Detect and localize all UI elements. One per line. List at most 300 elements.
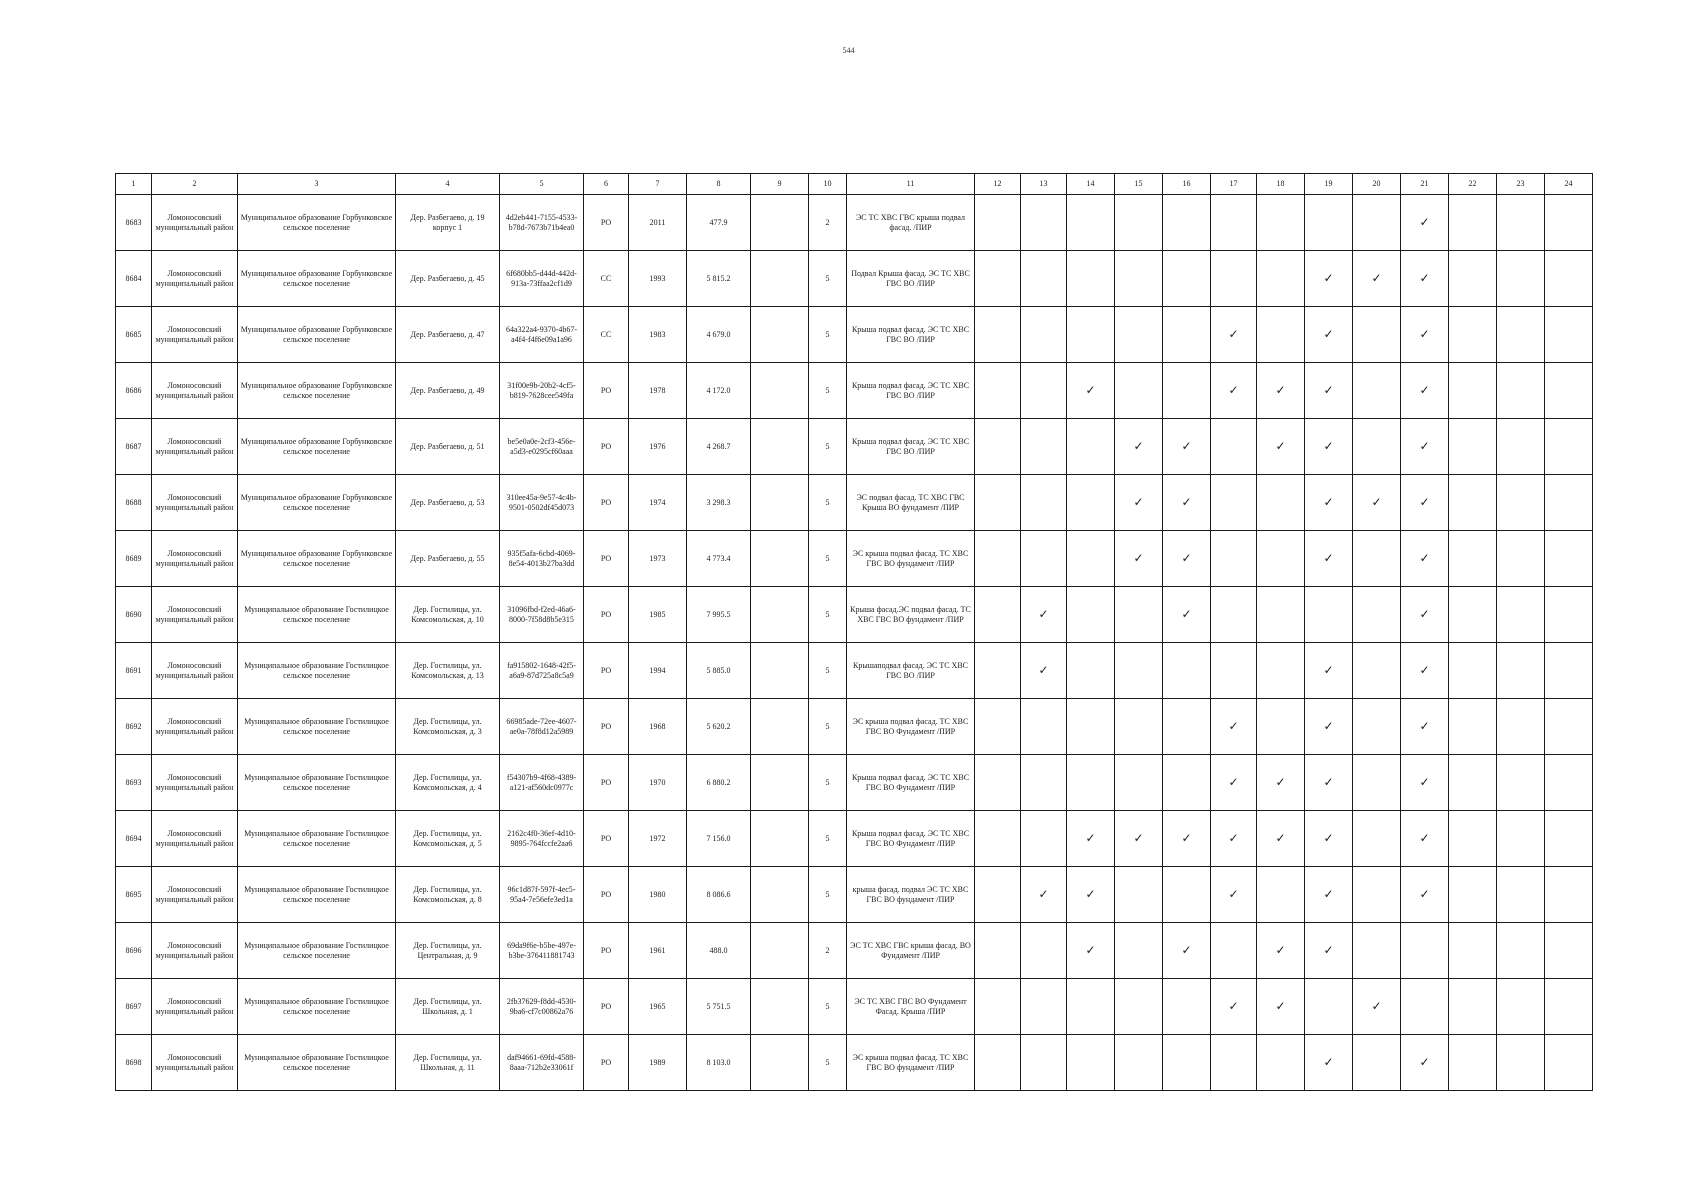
area-cell: 5 751.5 <box>687 979 751 1035</box>
check-cell-col-14 <box>1067 923 1115 979</box>
area-cell: 6 880.2 <box>687 755 751 811</box>
check-cell-col-19 <box>1305 923 1353 979</box>
municipality-cell: Муниципальное образование Горбунковское сельское поселение <box>238 419 396 475</box>
check-cell-col-16 <box>1163 195 1211 251</box>
checkmark-icon: ✓ <box>1419 383 1430 397</box>
column-header: 17 <box>1211 174 1257 195</box>
district-cell: Ломоносовский муниципальный район <box>152 363 238 419</box>
column-9-cell <box>751 811 809 867</box>
address-cell: Дер. Гостилицы, ул. Школьная, д. 11 <box>396 1035 500 1091</box>
check-cell-col-13 <box>1021 419 1067 475</box>
check-cell-col-20 <box>1353 755 1401 811</box>
table-row <box>116 475 1593 531</box>
check-cell-col-16 <box>1163 363 1211 419</box>
check-cell-col-21 <box>1401 867 1449 923</box>
guid-cell: daf94661-69fd-4588-8aaa-712b2e33061f <box>500 1035 584 1091</box>
address-cell: Дер. Разбегаево, д. 49 <box>396 363 500 419</box>
floors-cell: 5 <box>809 307 847 363</box>
check-cell-col-13 <box>1021 979 1067 1035</box>
check-cell-col-18 <box>1257 419 1305 475</box>
works-cell: ЭС крыша подвал фасад. ТС ХВС ГВС ВО фундамент /ПИР <box>847 1035 975 1091</box>
checkmark-icon: ✓ <box>1323 1055 1334 1069</box>
municipality-cell: Муниципальное образование Гостилицкое сельское поселение <box>238 587 396 643</box>
year-cell: 1968 <box>629 699 687 755</box>
column-header: 12 <box>975 174 1021 195</box>
row-number-cell: 8683 <box>116 195 152 251</box>
table-row <box>116 699 1593 755</box>
checkmark-icon: ✓ <box>1419 327 1430 341</box>
checkmark-icon: ✓ <box>1323 887 1334 901</box>
floors-cell: 5 <box>809 811 847 867</box>
floors-cell: 5 <box>809 755 847 811</box>
column-header: 20 <box>1353 174 1401 195</box>
check-cell-col-13 <box>1021 475 1067 531</box>
type-cell: СС <box>584 251 629 307</box>
checkmark-icon: ✓ <box>1419 551 1430 565</box>
address-cell: Дер. Гостилицы, ул. Комсомольская, д. 13 <box>396 643 500 699</box>
district-cell: Ломоносовский муниципальный район <box>152 923 238 979</box>
address-cell: Дер. Разбегаево, д. 55 <box>396 531 500 587</box>
check-cell-col-17 <box>1211 587 1257 643</box>
check-cell-col-13 <box>1021 363 1067 419</box>
guid-cell: be5e0a0e-2cf3-456e-a5d3-e0295cf60aaa <box>500 419 584 475</box>
check-cell-col-16 <box>1163 419 1211 475</box>
table-row <box>116 755 1593 811</box>
check-cell-col-12 <box>975 923 1021 979</box>
check-cell-col-13 <box>1021 867 1067 923</box>
check-cell-col-17 <box>1211 475 1257 531</box>
table-row <box>116 811 1593 867</box>
area-cell: 7 995.5 <box>687 587 751 643</box>
type-cell: РО <box>584 1035 629 1091</box>
guid-cell: 64a322a4-9370-4b67-a4f4-f4f6e09a1a96 <box>500 307 584 363</box>
checkmark-icon: ✓ <box>1419 1055 1430 1069</box>
header-row <box>116 174 1593 195</box>
area-cell: 477.9 <box>687 195 751 251</box>
check-cell-col-18 <box>1257 587 1305 643</box>
check-cell-col-23 <box>1497 587 1545 643</box>
check-cell-col-17 <box>1211 755 1257 811</box>
check-cell-col-15 <box>1115 811 1163 867</box>
works-cell: Крыша подвал фасад. ЭС ТС ХВС ГВС ВО Фундамент /ПИР <box>847 811 975 867</box>
checkmark-icon: ✓ <box>1419 719 1430 733</box>
column-header: 18 <box>1257 174 1305 195</box>
floors-cell: 2 <box>809 923 847 979</box>
works-cell: ЭС крыша подвал фасад. ТС ХВС ГВС ВО фундамент /ПИР <box>847 531 975 587</box>
works-cell: Крыша подвал фасад. ЭС ТС ХВС ГВС ВО /ПИР <box>847 307 975 363</box>
column-header: 10 <box>809 174 847 195</box>
check-cell-col-17 <box>1211 531 1257 587</box>
checkmark-icon: ✓ <box>1085 383 1096 397</box>
check-cell-col-21 <box>1401 699 1449 755</box>
checkmark-icon: ✓ <box>1323 551 1334 565</box>
check-cell-col-19 <box>1305 587 1353 643</box>
column-9-cell <box>751 195 809 251</box>
works-cell: ЭС ТС ХВС ГВС крыша подвал фасад. /ПИР <box>847 195 975 251</box>
check-cell-col-20 <box>1353 979 1401 1035</box>
check-cell-col-24 <box>1545 419 1593 475</box>
guid-cell: 69da9f6e-b5be-497e-b3be-376411881743 <box>500 923 584 979</box>
check-cell-col-22 <box>1449 251 1497 307</box>
page-number: 544 <box>842 46 855 55</box>
column-header: 2 <box>152 174 238 195</box>
check-cell-col-14 <box>1067 587 1115 643</box>
checkmark-icon: ✓ <box>1228 327 1239 341</box>
check-cell-col-12 <box>975 867 1021 923</box>
year-cell: 1980 <box>629 867 687 923</box>
check-cell-col-24 <box>1545 587 1593 643</box>
guid-cell: 4d2eb441-7155-4533-b78d-7673b71b4ea0 <box>500 195 584 251</box>
column-9-cell <box>751 475 809 531</box>
year-cell: 1985 <box>629 587 687 643</box>
check-cell-col-24 <box>1545 363 1593 419</box>
municipality-cell: Муниципальное образование Горбунковское сельское поселение <box>238 531 396 587</box>
column-header: 5 <box>500 174 584 195</box>
row-number-cell: 8692 <box>116 699 152 755</box>
row-number-cell: 8691 <box>116 643 152 699</box>
type-cell: РО <box>584 699 629 755</box>
check-cell-col-12 <box>975 195 1021 251</box>
check-cell-col-17 <box>1211 419 1257 475</box>
check-cell-col-15 <box>1115 643 1163 699</box>
year-cell: 1961 <box>629 923 687 979</box>
check-cell-col-20 <box>1353 475 1401 531</box>
check-cell-col-24 <box>1545 811 1593 867</box>
check-cell-col-14 <box>1067 307 1115 363</box>
type-cell: РО <box>584 979 629 1035</box>
row-number-cell: 8688 <box>116 475 152 531</box>
address-cell: Дер. Разбегаево, д. 51 <box>396 419 500 475</box>
check-cell-col-23 <box>1497 643 1545 699</box>
check-cell-col-20 <box>1353 363 1401 419</box>
check-cell-col-21 <box>1401 811 1449 867</box>
column-9-cell <box>751 307 809 363</box>
type-cell: РО <box>584 419 629 475</box>
check-cell-col-24 <box>1545 643 1593 699</box>
column-header: 19 <box>1305 174 1353 195</box>
check-cell-col-15 <box>1115 867 1163 923</box>
column-header: 14 <box>1067 174 1115 195</box>
checkmark-icon: ✓ <box>1038 887 1049 901</box>
check-cell-col-23 <box>1497 1035 1545 1091</box>
checkmark-icon: ✓ <box>1275 439 1286 453</box>
type-cell: СС <box>584 307 629 363</box>
year-cell: 1976 <box>629 419 687 475</box>
area-cell: 4 268.7 <box>687 419 751 475</box>
check-cell-col-12 <box>975 531 1021 587</box>
check-cell-col-19 <box>1305 307 1353 363</box>
check-cell-col-19 <box>1305 251 1353 307</box>
check-cell-col-24 <box>1545 531 1593 587</box>
column-9-cell <box>751 363 809 419</box>
type-cell: РО <box>584 363 629 419</box>
guid-cell: 66985ade-72ee-4607-ae0a-78f8d12a5989 <box>500 699 584 755</box>
check-cell-col-20 <box>1353 251 1401 307</box>
checkmark-icon: ✓ <box>1085 943 1096 957</box>
row-number-cell: 8689 <box>116 531 152 587</box>
column-header: 6 <box>584 174 629 195</box>
column-header: 16 <box>1163 174 1211 195</box>
check-cell-col-14 <box>1067 363 1115 419</box>
check-cell-col-24 <box>1545 475 1593 531</box>
table-row <box>116 419 1593 475</box>
check-cell-col-22 <box>1449 307 1497 363</box>
area-cell: 5 815.2 <box>687 251 751 307</box>
guid-cell: 935f5afa-6cbd-4069-8e54-4013b27ba3dd <box>500 531 584 587</box>
checkmark-icon: ✓ <box>1419 663 1430 677</box>
row-number-cell: 8693 <box>116 755 152 811</box>
check-cell-col-23 <box>1497 419 1545 475</box>
checkmark-icon: ✓ <box>1038 607 1049 621</box>
check-cell-col-15 <box>1115 531 1163 587</box>
check-cell-col-22 <box>1449 643 1497 699</box>
type-cell: РО <box>584 587 629 643</box>
table-row <box>116 923 1593 979</box>
check-cell-col-20 <box>1353 699 1401 755</box>
check-cell-col-20 <box>1353 643 1401 699</box>
check-cell-col-22 <box>1449 531 1497 587</box>
table-row <box>116 867 1593 923</box>
municipality-cell: Муниципальное образование Гостилицкое сельское поселение <box>238 867 396 923</box>
floors-cell: 5 <box>809 643 847 699</box>
check-cell-col-20 <box>1353 1035 1401 1091</box>
check-cell-col-12 <box>975 363 1021 419</box>
column-header: 4 <box>396 174 500 195</box>
checkmark-icon: ✓ <box>1133 831 1144 845</box>
checkmark-icon: ✓ <box>1181 943 1192 957</box>
check-cell-col-16 <box>1163 475 1211 531</box>
check-cell-col-24 <box>1545 195 1593 251</box>
check-cell-col-19 <box>1305 755 1353 811</box>
column-header: 9 <box>751 174 809 195</box>
floors-cell: 5 <box>809 475 847 531</box>
check-cell-col-22 <box>1449 923 1497 979</box>
check-cell-col-22 <box>1449 979 1497 1035</box>
checkmark-icon: ✓ <box>1133 551 1144 565</box>
guid-cell: 6f680bb5-d44d-442d-913a-73ffaa2cf1d9 <box>500 251 584 307</box>
checkmark-icon: ✓ <box>1419 887 1430 901</box>
column-header: 7 <box>629 174 687 195</box>
check-cell-col-20 <box>1353 867 1401 923</box>
check-cell-col-14 <box>1067 251 1115 307</box>
checkmark-icon: ✓ <box>1181 831 1192 845</box>
check-cell-col-23 <box>1497 531 1545 587</box>
check-cell-col-20 <box>1353 195 1401 251</box>
column-9-cell <box>751 251 809 307</box>
district-cell: Ломоносовский муниципальный район <box>152 195 238 251</box>
year-cell: 1972 <box>629 811 687 867</box>
check-cell-col-20 <box>1353 531 1401 587</box>
check-cell-col-18 <box>1257 531 1305 587</box>
column-header: 1 <box>116 174 152 195</box>
checkmark-icon: ✓ <box>1181 495 1192 509</box>
address-cell: Дер. Гостилицы, ул. Школьная, д. 1 <box>396 979 500 1035</box>
municipality-cell: Муниципальное образование Горбунковское сельское поселение <box>238 363 396 419</box>
year-cell: 1974 <box>629 475 687 531</box>
check-cell-col-21 <box>1401 363 1449 419</box>
check-cell-col-13 <box>1021 755 1067 811</box>
checkmark-icon: ✓ <box>1323 663 1334 677</box>
check-cell-col-23 <box>1497 363 1545 419</box>
check-cell-col-17 <box>1211 363 1257 419</box>
works-cell: Крыша подвал фасад. ЭС ТС ХВС ГВС ВО /ПИР <box>847 419 975 475</box>
area-cell: 3 298.3 <box>687 475 751 531</box>
column-header: 11 <box>847 174 975 195</box>
check-cell-col-21 <box>1401 251 1449 307</box>
floors-cell: 2 <box>809 195 847 251</box>
check-cell-col-21 <box>1401 195 1449 251</box>
table-row <box>116 643 1593 699</box>
type-cell: РО <box>584 475 629 531</box>
check-cell-col-15 <box>1115 195 1163 251</box>
table-row <box>116 195 1593 251</box>
check-cell-col-18 <box>1257 475 1305 531</box>
address-cell: Дер. Гостилицы, ул. Комсомольская, д. 3 <box>396 699 500 755</box>
check-cell-col-23 <box>1497 699 1545 755</box>
check-cell-col-19 <box>1305 643 1353 699</box>
floors-cell: 5 <box>809 587 847 643</box>
year-cell: 1978 <box>629 363 687 419</box>
check-cell-col-24 <box>1545 699 1593 755</box>
check-cell-col-19 <box>1305 1035 1353 1091</box>
check-cell-col-12 <box>975 475 1021 531</box>
district-cell: Ломоносовский муниципальный район <box>152 755 238 811</box>
check-cell-col-22 <box>1449 195 1497 251</box>
checkmark-icon: ✓ <box>1228 887 1239 901</box>
check-cell-col-16 <box>1163 755 1211 811</box>
check-cell-col-17 <box>1211 923 1257 979</box>
check-cell-col-22 <box>1449 587 1497 643</box>
municipality-cell: Муниципальное образование Гостилицкое сельское поселение <box>238 699 396 755</box>
column-header: 21 <box>1401 174 1449 195</box>
check-cell-col-17 <box>1211 699 1257 755</box>
checkmark-icon: ✓ <box>1085 831 1096 845</box>
column-9-cell <box>751 923 809 979</box>
checkmark-icon: ✓ <box>1323 327 1334 341</box>
year-cell: 1965 <box>629 979 687 1035</box>
check-cell-col-13 <box>1021 923 1067 979</box>
checkmark-icon: ✓ <box>1181 607 1192 621</box>
check-cell-col-22 <box>1449 1035 1497 1091</box>
check-cell-col-12 <box>975 755 1021 811</box>
district-cell: Ломоносовский муниципальный район <box>152 643 238 699</box>
address-cell: Дер. Разбегаево, д. 47 <box>396 307 500 363</box>
works-cell: Крыша фасад.ЭС подвал фасад. ТС ХВС ГВС ВО фундамент /ПИР <box>847 587 975 643</box>
check-cell-col-17 <box>1211 1035 1257 1091</box>
checkmark-icon: ✓ <box>1323 383 1334 397</box>
area-cell: 8 086.6 <box>687 867 751 923</box>
check-cell-col-18 <box>1257 1035 1305 1091</box>
checkmark-icon: ✓ <box>1228 775 1239 789</box>
table-row <box>116 979 1593 1035</box>
column-header: 3 <box>238 174 396 195</box>
works-cell: ЭС ТС ХВС ГВС ВО Фундамент Фасад. Крыша /ПИР <box>847 979 975 1035</box>
checkmark-icon: ✓ <box>1275 775 1286 789</box>
table-row <box>116 363 1593 419</box>
type-cell: РО <box>584 531 629 587</box>
column-header: 8 <box>687 174 751 195</box>
check-cell-col-17 <box>1211 643 1257 699</box>
guid-cell: 96c1d87f-597f-4ec5-95a4-7e56efe3ed1a <box>500 867 584 923</box>
checkmark-icon: ✓ <box>1371 999 1382 1013</box>
area-cell: 488.0 <box>687 923 751 979</box>
check-cell-col-23 <box>1497 867 1545 923</box>
check-cell-col-18 <box>1257 643 1305 699</box>
check-cell-col-18 <box>1257 363 1305 419</box>
checkmark-icon: ✓ <box>1323 495 1334 509</box>
check-cell-col-19 <box>1305 419 1353 475</box>
check-cell-col-16 <box>1163 979 1211 1035</box>
check-cell-col-23 <box>1497 811 1545 867</box>
check-cell-col-12 <box>975 307 1021 363</box>
check-cell-col-19 <box>1305 531 1353 587</box>
checkmark-icon: ✓ <box>1419 831 1430 845</box>
checkmark-icon: ✓ <box>1323 943 1334 957</box>
district-cell: Ломоносовский муниципальный район <box>152 251 238 307</box>
check-cell-col-15 <box>1115 755 1163 811</box>
check-cell-col-18 <box>1257 251 1305 307</box>
type-cell: РО <box>584 195 629 251</box>
year-cell: 1993 <box>629 251 687 307</box>
check-cell-col-13 <box>1021 531 1067 587</box>
check-cell-col-16 <box>1163 643 1211 699</box>
district-cell: Ломоносовский муниципальный район <box>152 979 238 1035</box>
check-cell-col-18 <box>1257 979 1305 1035</box>
checkmark-icon: ✓ <box>1085 887 1096 901</box>
check-cell-col-15 <box>1115 587 1163 643</box>
works-cell: Крыша подвал фасад. ЭС ТС ХВС ГВС ВО Фундамент /ПИР <box>847 755 975 811</box>
guid-cell: 31096fbd-f2ed-46a6-8000-7f58d8b5e315 <box>500 587 584 643</box>
check-cell-col-16 <box>1163 867 1211 923</box>
check-cell-col-14 <box>1067 699 1115 755</box>
checkmark-icon: ✓ <box>1419 495 1430 509</box>
check-cell-col-14 <box>1067 979 1115 1035</box>
check-cell-col-18 <box>1257 923 1305 979</box>
year-cell: 1970 <box>629 755 687 811</box>
check-cell-col-17 <box>1211 811 1257 867</box>
works-cell: ЭС крыша подвал фасад. ТС ХВС ГВС ВО Фундамент /ПИР <box>847 699 975 755</box>
column-9-cell <box>751 1035 809 1091</box>
check-cell-col-14 <box>1067 867 1115 923</box>
check-cell-col-23 <box>1497 755 1545 811</box>
column-9-cell <box>751 643 809 699</box>
check-cell-col-14 <box>1067 531 1115 587</box>
checkmark-icon: ✓ <box>1419 607 1430 621</box>
check-cell-col-14 <box>1067 419 1115 475</box>
check-cell-col-15 <box>1115 363 1163 419</box>
check-cell-col-21 <box>1401 979 1449 1035</box>
check-cell-col-21 <box>1401 531 1449 587</box>
municipality-cell: Муниципальное образование Горбунковское сельское поселение <box>238 251 396 307</box>
checkmark-icon: ✓ <box>1275 943 1286 957</box>
district-cell: Ломоносовский муниципальный район <box>152 699 238 755</box>
check-cell-col-14 <box>1067 1035 1115 1091</box>
type-cell: РО <box>584 811 629 867</box>
year-cell: 1989 <box>629 1035 687 1091</box>
check-cell-col-22 <box>1449 699 1497 755</box>
row-number-cell: 8685 <box>116 307 152 363</box>
check-cell-col-14 <box>1067 755 1115 811</box>
area-cell: 5 885.0 <box>687 643 751 699</box>
checkmark-icon: ✓ <box>1323 719 1334 733</box>
check-cell-col-12 <box>975 811 1021 867</box>
district-cell: Ломоносовский муниципальный район <box>152 307 238 363</box>
table-row <box>116 531 1593 587</box>
municipality-cell: Муниципальное образование Гостилицкое сельское поселение <box>238 811 396 867</box>
check-cell-col-23 <box>1497 923 1545 979</box>
address-cell: Дер. Гостилицы, ул. Комсомольская, д. 10 <box>396 587 500 643</box>
check-cell-col-15 <box>1115 307 1163 363</box>
